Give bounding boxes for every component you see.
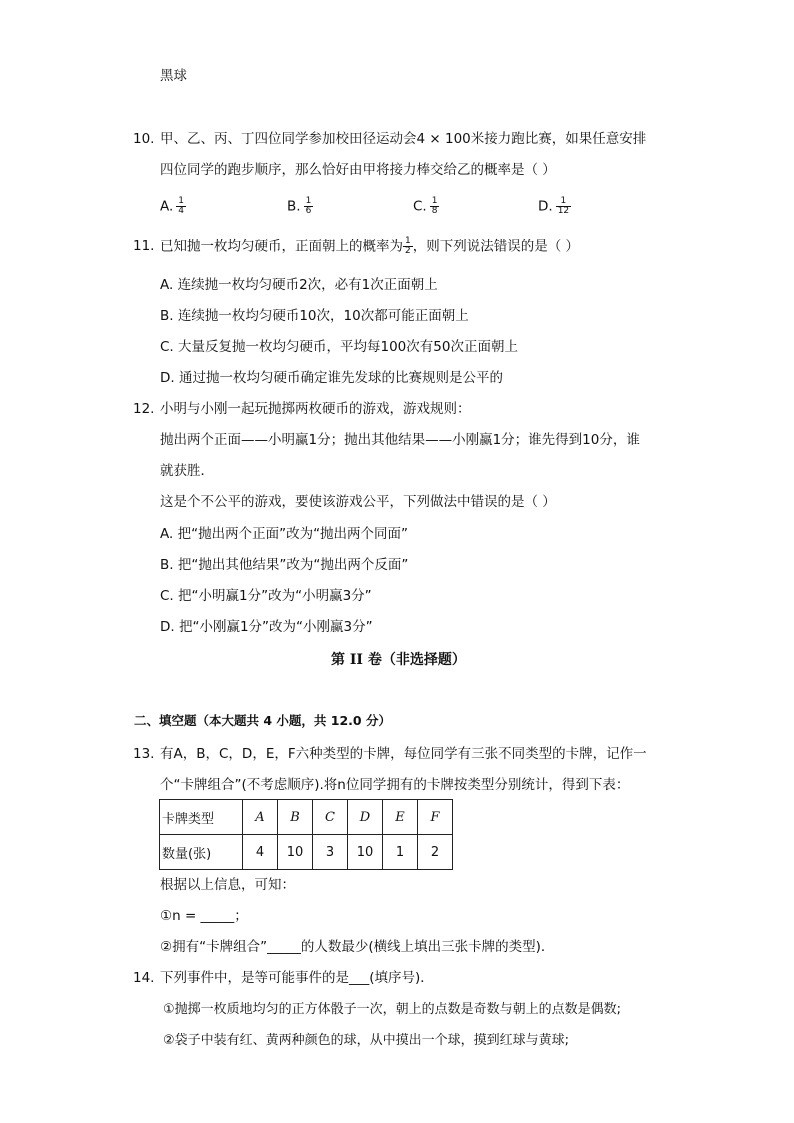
table-cell: 10 — [278, 835, 313, 870]
fraction: $\frac{1}{12}$ — [557, 196, 570, 216]
option-label: C. — [413, 198, 427, 215]
card-count-table — [159, 799, 453, 870]
item-1: ①抛掷一枚质地均匀的正方体骰子一次，朝上的点数是奇数与朝上的点数是偶数; — [163, 1002, 622, 1017]
table-cell: F — [418, 800, 453, 835]
sub-question-1: ①n = _____； — [160, 908, 248, 924]
stem-text: 已知抛一枚均匀硬币，正面朝上的概率为 — [160, 238, 403, 255]
sub-question-2: ②拥有“卡牌组合”_____的人数最少(横线上填出三张卡牌的类型)． — [160, 939, 555, 955]
table-cell: E — [383, 800, 418, 835]
table-cell: 1 — [383, 835, 418, 870]
question-number: 14. — [133, 970, 155, 986]
table-cell: 10 — [348, 835, 383, 870]
option-b — [287, 197, 312, 216]
option-a: A. 把“抛出两个正面”改为“抛出两个同面” — [160, 526, 409, 542]
question-stem — [160, 237, 579, 256]
option-c: C. 大量反复抛一枚均匀硬币，平均每100次有50次正面朝上 — [160, 339, 518, 355]
question-stem-line2: 四位同学的跑步顺序，那么恰好由甲将接力棒交给乙的概率是（ ） — [160, 162, 556, 178]
option-d — [538, 197, 570, 216]
option-c — [413, 197, 438, 216]
previous-question-fragment: 黑球 — [160, 68, 187, 84]
table-cell: 4 — [243, 835, 278, 870]
table-cell: D — [348, 800, 383, 835]
table-row — [160, 800, 453, 835]
option-a — [160, 197, 185, 216]
item-2: ②袋子中装有红、黄两种颜色的球，从中摸出一个球，摸到红球与黄球; — [163, 1033, 570, 1048]
question-stem-line2: 抛出两个正面——小明赢1分；抛出其他结果——小刚赢1分；谁先得到10分，谁 — [160, 432, 640, 448]
question-stem-line1: 小明与小刚一起玩抛掷两枚硬币的游戏，游戏规则： — [160, 401, 471, 417]
option-a: A. 连续抛一枚均匀硬币2次，必有1次正面朝上 — [160, 277, 438, 293]
part-title: 二、填空题（本大题共 4 小题，共 12.0 分） — [134, 713, 391, 728]
question-stem-line3: 就获胜． — [160, 463, 214, 479]
option-d: D. 把“小刚赢1分”改为“小刚赢3分” — [160, 619, 373, 635]
option-label: A. — [160, 198, 174, 215]
stem-text: ，则下列说法错误的是（ ） — [412, 238, 580, 255]
option-label: B. — [287, 198, 301, 215]
table-header-cell: 卡牌类型 — [160, 800, 243, 835]
fraction: $\frac{1}{6}$ — [305, 196, 312, 216]
question-text: 根据以上信息，可知： — [160, 877, 295, 893]
fraction: $\frac{1}{4}$ — [178, 196, 185, 216]
table-cell: B — [278, 800, 313, 835]
fraction: $\frac{1}{8}$ — [431, 196, 438, 216]
option-b: B. 连续抛一枚均匀硬币10次，10次都可能正面朝上 — [160, 308, 469, 324]
question-number: 13. — [133, 746, 155, 762]
option-c: C. 把“小明赢1分”改为“小明赢3分” — [160, 588, 372, 604]
question-number: 10. — [133, 131, 155, 147]
question-stem-line1: 有A，B，C，D，E，F六种类型的卡牌，每位同学有三张不同类型的卡牌，记作一 — [160, 746, 647, 762]
table-cell: C — [313, 800, 348, 835]
table-header-cell: 数量(张) — [160, 835, 243, 870]
table-cell: 2 — [418, 835, 453, 870]
table-cell: 3 — [313, 835, 348, 870]
table-row — [160, 835, 453, 870]
question-stem: 下列事件中，是等可能事件的是___(填序号)． — [160, 970, 434, 986]
question-stem-line4: 这是个不公平的游戏，要使该游戏公平，下列做法中错误的是（ ） — [160, 494, 556, 510]
question-stem-line1: 甲、乙、丙、丁四位同学参加校田径运动会4 × 100米接力跑比赛，如果任意安排 — [160, 131, 647, 147]
option-label: D. — [538, 198, 553, 215]
question-number: 12. — [133, 401, 155, 417]
section-title: 第 II 卷（非选择题） — [331, 652, 466, 668]
option-d: D. 通过抛一枚均匀硬币确定谁先发球的比赛规则是公平的 — [160, 370, 503, 386]
table-cell: A — [243, 800, 278, 835]
question-stem-line2: 个“卡牌组合”(不考虑顺序).将n位同学拥有的卡牌按类型分别统计，得到下表： — [160, 777, 630, 793]
question-number: 11. — [133, 238, 155, 254]
fraction: $\frac{1}{2}$ — [405, 236, 411, 256]
option-b: B. 把“抛出其他结果”改为“抛出两个反面” — [160, 557, 409, 573]
